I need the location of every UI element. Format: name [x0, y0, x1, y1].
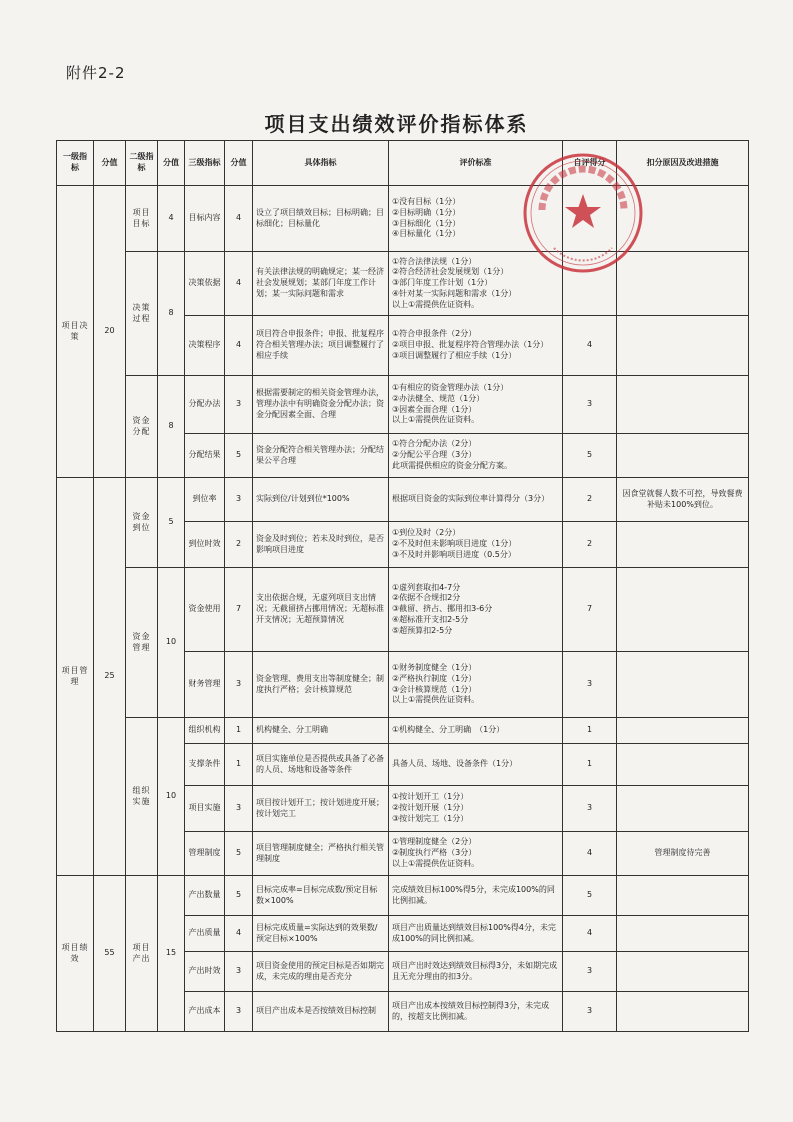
self-score-cell: 4	[563, 316, 617, 376]
detail-cell: 项目按计划开工；按计划进度开展；按计划完工	[253, 786, 389, 832]
detail-cell: 目标完成质量=实际达到的效果数/预定目标×100%	[253, 916, 389, 952]
header-level2: 二级指标	[126, 141, 158, 186]
level3-cell: 资金使用	[185, 568, 225, 652]
detail-cell: 根据需要制定的相关资金管理办法，管理办法中有明确资金分配办法；资金分配因素全面、合理	[253, 376, 389, 434]
detail-cell: 资金管理、费用支出等制度健全；制度执行严格；会计核算规范	[253, 652, 389, 718]
detail-cell: 实际到位/计划到位*100%	[253, 478, 389, 522]
criteria-cell: 项目产出质量达到绩效目标100%得4分，未完成100%的同比例扣减。	[389, 916, 563, 952]
self-score-cell: 4	[563, 832, 617, 876]
level2-cell: 项目目标	[126, 186, 158, 252]
level3-cell: 项目实施	[185, 786, 225, 832]
table-row	[57, 718, 749, 744]
score1-cell: 55	[94, 876, 126, 1032]
header-detail: 具体指标	[253, 141, 389, 186]
self-score-cell: 3	[563, 992, 617, 1032]
self-score-cell: 2	[563, 522, 617, 568]
score3-cell: 3	[225, 652, 253, 718]
level2-cell: 资金分配	[126, 376, 158, 478]
level3-cell: 决策程序	[185, 316, 225, 376]
level1-cell: 项目绩效	[57, 876, 94, 1032]
table-row	[57, 376, 749, 434]
criteria-cell: ①财务制度健全（1分） ②严格执行制度（1分） ③会计核算规范（1分） 以上①需提供佐证资料。	[389, 652, 563, 718]
self-score-cell: 3	[563, 952, 617, 992]
header-score2: 分值	[158, 141, 185, 186]
self-score-cell: 7	[563, 568, 617, 652]
reason-cell	[617, 434, 749, 478]
reason-cell: 因食堂就餐人数不可控，导致餐费补贴未100%到位。	[617, 478, 749, 522]
reason-cell	[617, 522, 749, 568]
attachment-label: 附件2-2	[66, 64, 126, 82]
header-level3: 三级指标	[185, 141, 225, 186]
criteria-cell: ①没有目标（1分） ②目标明确（1分） ③目标细化（1分） ④目标量化（1分）	[389, 186, 563, 252]
reason-cell	[617, 744, 749, 786]
reason-cell	[617, 568, 749, 652]
score1-cell: 20	[94, 186, 126, 478]
score3-cell: 7	[225, 568, 253, 652]
level3-cell: 分配结果	[185, 434, 225, 478]
score2-cell: 15	[158, 876, 185, 1032]
self-score-cell: 4	[563, 916, 617, 952]
criteria-cell: ①管理制度健全（2分） ②制度执行严格（3分） 以上①需提供佐证资料。	[389, 832, 563, 876]
score3-cell: 2	[225, 522, 253, 568]
reason-cell	[617, 652, 749, 718]
self-score-cell: 3	[563, 652, 617, 718]
header-score3: 分值	[225, 141, 253, 186]
level3-cell: 产出成本	[185, 992, 225, 1032]
page-title: 项目支出绩效评价指标体系	[264, 112, 529, 136]
table-row	[57, 568, 749, 652]
score3-cell: 3	[225, 786, 253, 832]
level3-cell: 决策依据	[185, 252, 225, 316]
score3-cell: 3	[225, 992, 253, 1032]
indicator-table	[56, 140, 749, 1032]
detail-cell: 有关法律法规的明确规定；某一经济社会发展规划；某部门年度工作计划；某一实际问题和需求	[253, 252, 389, 316]
level3-cell: 到位时效	[185, 522, 225, 568]
self-score-cell: 3	[563, 376, 617, 434]
score3-cell: 4	[225, 916, 253, 952]
level3-cell: 支撑条件	[185, 744, 225, 786]
self-score-cell: 1	[563, 718, 617, 744]
criteria-cell: ①机构健全、分工明确 （1分）	[389, 718, 563, 744]
criteria-cell: ①符合分配办法（2分） ②分配公平合理（3分） 此项需提供相应的资金分配方案。	[389, 434, 563, 478]
criteria-cell: 根据项目资金的实际到位率计算得分（3分）	[389, 478, 563, 522]
level3-cell: 分配办法	[185, 376, 225, 434]
header-self-score: 自评得分	[563, 141, 617, 186]
detail-cell: 资金及时到位；若未及时到位，是否影响项目进度	[253, 522, 389, 568]
score2-cell: 4	[158, 186, 185, 252]
score3-cell: 5	[225, 832, 253, 876]
score2-cell: 5	[158, 478, 185, 568]
level2-cell: 项目产出	[126, 876, 158, 1032]
score3-cell: 4	[225, 252, 253, 316]
score3-cell: 4	[225, 316, 253, 376]
level2-cell: 资金到位	[126, 478, 158, 568]
reason-cell	[617, 186, 749, 252]
detail-cell: 机构健全、分工明确	[253, 718, 389, 744]
reason-cell	[617, 786, 749, 832]
reason-cell	[617, 952, 749, 992]
reason-cell	[617, 718, 749, 744]
reason-cell	[617, 876, 749, 916]
detail-cell: 项目管理制度健全；严格执行相关管理制度	[253, 832, 389, 876]
criteria-cell: 具备人员、场地、设备条件（1分）	[389, 744, 563, 786]
level3-cell: 管理制度	[185, 832, 225, 876]
criteria-cell: ①按计划开工（1分） ②按计划开展（1分） ③按计划完工（1分）	[389, 786, 563, 832]
criteria-cell: ①到位及时（2分） ②不及时但未影响项目进度（1分） ③不及时并影响项目进度（0.5分）	[389, 522, 563, 568]
self-score-cell: 5	[563, 434, 617, 478]
reason-cell	[617, 916, 749, 952]
header-criteria: 评价标准	[389, 141, 563, 186]
level3-cell: 财务管理	[185, 652, 225, 718]
score3-cell: 3	[225, 952, 253, 992]
level1-cell: 项目管理	[57, 478, 94, 876]
reason-cell	[617, 252, 749, 316]
criteria-cell: ①符合申报条件（2分） ②项目申报、批复程序符合管理办法（1分） ③项目调整履行了相应手续（1分）	[389, 316, 563, 376]
level3-cell: 目标内容	[185, 186, 225, 252]
score3-cell: 3	[225, 376, 253, 434]
criteria-cell: 项目产出成本按绩效目标控制得3分，未完成的，按超支比例扣减。	[389, 992, 563, 1032]
reason-cell	[617, 376, 749, 434]
table-row	[57, 252, 749, 316]
table-row	[57, 478, 749, 522]
score2-cell: 8	[158, 376, 185, 478]
level2-cell: 决策过程	[126, 252, 158, 376]
level3-cell: 到位率	[185, 478, 225, 522]
header-row	[57, 141, 749, 186]
header-level1: 一级指标	[57, 141, 94, 186]
level2-cell: 资金管理	[126, 568, 158, 718]
detail-cell: 支出依据合规，无虚列项目支出情况；无截留挤占挪用情况；无超标准开支情况；无超预算情况	[253, 568, 389, 652]
score3-cell: 5	[225, 434, 253, 478]
score2-cell: 10	[158, 568, 185, 718]
self-score-cell: 1	[563, 744, 617, 786]
reason-cell	[617, 316, 749, 376]
self-score-cell: 2	[563, 478, 617, 522]
criteria-cell: ①有相应的资金管理办法（1分） ②办法健全、规范（1分） ③因素全面合理（1分） 以上①需提供佐证资料。	[389, 376, 563, 434]
score3-cell: 1	[225, 718, 253, 744]
criteria-cell: ①虚列套取扣4-7分 ②依据不合规扣2分 ③截留、挤占、挪用扣3-6分 ④超标准开支扣2-5分 ⑤超预算扣2-5分	[389, 568, 563, 652]
level3-cell: 产出时效	[185, 952, 225, 992]
reason-cell	[617, 992, 749, 1032]
criteria-cell: ①符合法律法规（1分） ②符合经济社会发展规划（1分） ③部门年度工作计划（1分） ④针对某一实际问题和需求（1分） 以上①需提供佐证资料。	[389, 252, 563, 316]
score3-cell: 3	[225, 478, 253, 522]
detail-cell: 设立了项目绩效目标；目标明确；目标细化；目标量化	[253, 186, 389, 252]
score2-cell: 10	[158, 718, 185, 876]
score2-cell: 8	[158, 252, 185, 376]
self-score-cell: 3	[563, 786, 617, 832]
self-score-cell: 5	[563, 876, 617, 916]
detail-cell: 资金分配符合相关管理办法；分配结果公平合理	[253, 434, 389, 478]
header-reason: 扣分原因及改进措施	[617, 141, 749, 186]
detail-cell: 项目实施单位是否提供或具备了必备的人员、场地和设备等条件	[253, 744, 389, 786]
score1-cell: 25	[94, 478, 126, 876]
detail-cell: 项目符合申报条件；申报、批复程序符合相关管理办法；项目调整履行了相应手续	[253, 316, 389, 376]
table-row	[57, 876, 749, 916]
score3-cell: 4	[225, 186, 253, 252]
detail-cell: 项目资金使用的预定目标是否如期完成，未完成的理由是否充分	[253, 952, 389, 992]
detail-cell: 项目产出成本是否按绩效目标控制	[253, 992, 389, 1032]
level2-cell: 组织实施	[126, 718, 158, 876]
score3-cell: 1	[225, 744, 253, 786]
score3-cell: 5	[225, 876, 253, 916]
level3-cell: 产出数量	[185, 876, 225, 916]
self-score-cell	[563, 252, 617, 316]
table-row	[57, 186, 749, 252]
criteria-cell: 完成绩效目标100%得5分，未完成100%的同比例扣减。	[389, 876, 563, 916]
header-score1: 分值	[94, 141, 126, 186]
level1-cell: 项目决策	[57, 186, 94, 478]
level3-cell: 产出质量	[185, 916, 225, 952]
self-score-cell	[563, 186, 617, 252]
level3-cell: 组织机构	[185, 718, 225, 744]
detail-cell: 目标完成率=目标完成数/预定目标数×100%	[253, 876, 389, 916]
reason-cell: 管理制度待完善	[617, 832, 749, 876]
criteria-cell: 项目产出时效达到绩效目标得3分，未如期完成且无充分理由的扣3分。	[389, 952, 563, 992]
